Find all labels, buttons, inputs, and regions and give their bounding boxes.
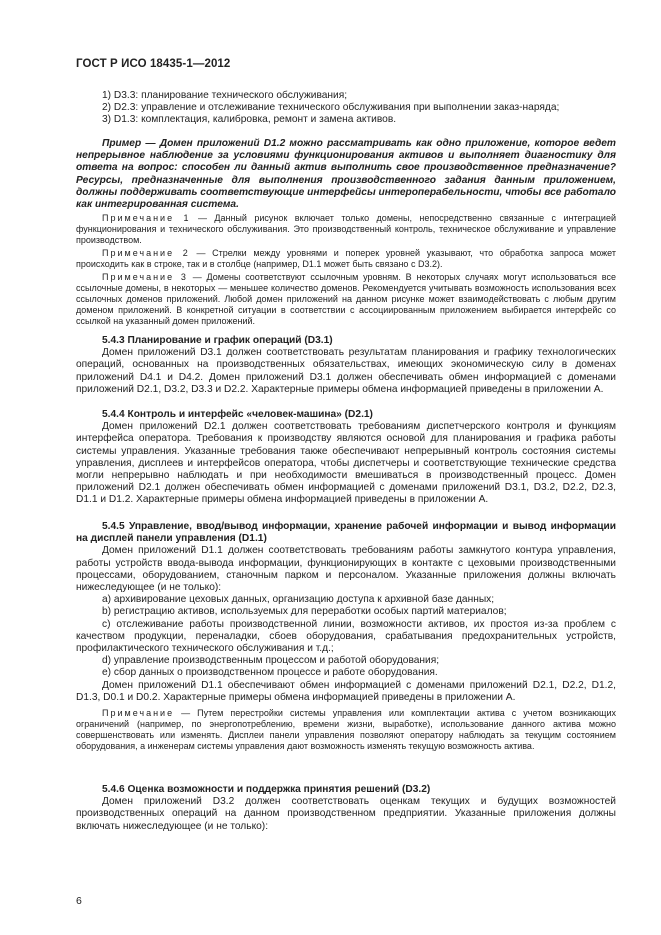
section-text: Домен приложений D2.1 должен соответствовать требованиям диспетчерского контроля и функциям интерфейса оператора. Требования к производству являются основой для планирования и графика работы системы управления. Указанные требования также обеспечивают непрерывный контроль состояния системы управления, дисплеев и интерфейсов оператора, чтобы диспетчеры и соответствующие технические средства могли непрерывно наблюдать и при необходимости вмешиваться в производственный процесс. Домен приложений D2.1 должен обеспечивать обмен информацией с доменами приложений D3.1, D3.2, D2.2, D2.3, D1.1 и D1.2. Характерные примеры обмена информацией приведены в приложении А.	[76, 421, 616, 506]
section-5-4-6	[76, 784, 616, 833]
list-item: e) сбор данных о производственном процессе и работе оборудования.	[102, 667, 438, 679]
list-item: a) архивирование цеховых данных, организацию доступа к архивной базе данных;	[102, 594, 495, 606]
section-5-4-3	[76, 335, 616, 396]
list-item: 2) D2.3: управление и отслеживание технического обслуживания при выполнении заказ-наряда;	[102, 102, 560, 114]
list-item: d) управление производственным процессом и работой оборудования;	[102, 655, 440, 667]
page-number: 6	[76, 895, 82, 907]
section-closing: Домен приложений D1.1 обеспечивают обмен информацией с доменами приложений D2.1, D2.2, D1.2, D1.3, D0.1 и D0.2. Характерные примеры обмена информацией приведены в приложении А.	[76, 679, 616, 703]
example-text: Пример — Домен приложений D1.2 можно рассматривать как одно приложение, которое ведет непрерывное наблюдение за условиями функционирования активов и выполняет диагностику для ответа на вопрос: способен ли данный актив выполнить свое производственное предназначение? Ресурсы, предназначенные для выполнения производственного задания данным приложением, должны поддерживать соответствующие интерфейсы интероперабельности, чтобы все работало как интегрированная система.	[76, 138, 616, 211]
section-5-4-5	[76, 521, 616, 752]
notes-block	[76, 213, 616, 327]
section-heading: 5.4.4 Контроль и интерфейс «человек-машина» (D2.1)	[102, 409, 373, 420]
list-item: 3) D1.3: комплектация, калибровка, ремонт и замена активов.	[102, 114, 397, 126]
note-2	[76, 248, 616, 270]
note-label: Примечание	[102, 708, 175, 719]
section-text: Домен приложений D1.1 должен соответствовать требованиям работы замкнутого контура управления, работы устройств ввода-вывода информации, функционирующих в контакте с цеховыми производственными процессами, оборудованием, станочным парком и персоналом. Указанные приложения должны включать нижеследующее (и не только):	[76, 545, 616, 594]
note-label: Примечание 2	[102, 248, 190, 258]
example-block	[76, 138, 616, 211]
note-text: — Домены соответствуют ссылочным уровням. В некоторых случаях могут использоваться все ссылочные домены, в некоторых — меньшее количество доменов. Рекомендуется учитывать возможность использования всех ссылочных доменов приложений. Любой домен приложений на данном рисунке может взаимодействовать с любым другим доменом приложений. В конкретной ситуации в соответствии с ассоциированным приложением выбирается интерфейс со ссылкой на указанный домен приложений.	[76, 272, 616, 326]
section-heading: 5.4.6 Оценка возможности и поддержка принятия решений (D3.2)	[102, 784, 431, 795]
note-1	[76, 213, 616, 246]
document-header: ГОСТ Р ИСО 18435-1—2012	[76, 58, 231, 70]
section-5-4-4	[76, 409, 616, 507]
list-block	[76, 90, 616, 127]
list-item: 1) D3.3: планирование технического обслуживания;	[102, 90, 348, 101]
note-text: — Стрелки между уровнями и поперек уровней указывают, что обработка запроса может происходить как в строке, так и в столбце (например, D1.1 может быть связано с D3.2).	[76, 248, 616, 269]
note-label: Примечание 3	[102, 272, 188, 282]
section-text: Домен приложений D3.2 должен соответствовать оценкам текущих и будущих возможностей производственных операций на данном производственном предприятии. Указанные приложения должны включать нижеследующее (и не только):	[76, 796, 616, 832]
list-item: c) отслеживание работы производственной линии, возможности активов, их простоя из-за проблем с качеством продукции, переналадки, сбоев оборудования, срабатывания предохранительных устройств, профилактического технического обслуживания и т.д.;	[76, 618, 616, 655]
section-heading: 5.4.5 Управление, ввод/вывод информации, хранение рабочей информации и вывод информации на дисплей панели управления (D1.1)	[76, 521, 616, 545]
note-label: Примечание 1	[102, 213, 191, 223]
section-text: Домен приложений D3.1 должен соответствовать результатам планирования и графику технологических операций, основанных на производственных обязательствах, имеющих экономическую силу в доменах приложений D4.1 и D4.2. Домен приложений D3.1 должен обеспечивать обмен информацией с доменами приложений D2.1, D3.2, D3.3 и D2.2. Характерные примеры обмена информацией приведены в приложении А.	[76, 347, 616, 395]
section-heading: 5.4.3 Планирование и график операций (D3.1)	[102, 335, 333, 346]
section-note	[76, 708, 616, 752]
note-3	[76, 272, 616, 327]
list-item: b) регистрацию активов, используемых для переработки особых партий материалов;	[102, 606, 507, 618]
note-text: — Путем перестройки системы управления или комплектации актива с учетом возникающих ограничений (например, по энергопотреблению, времени жизни, выработке), использование данного актива можно совершенствовать или изменять. Дисплеи панели управления позволяют оператору наблюдать за текущим состоянием оборудования, а инженерам системы управления дают возможность изменять текущую возможность актива.	[76, 708, 616, 752]
note-text: — Данный рисунок включает только домены, непосредственно связанные с интеграцией функционирования и технического обслуживания. Это производственный контроль, техническое обслуживание и управление производством.	[76, 213, 616, 245]
